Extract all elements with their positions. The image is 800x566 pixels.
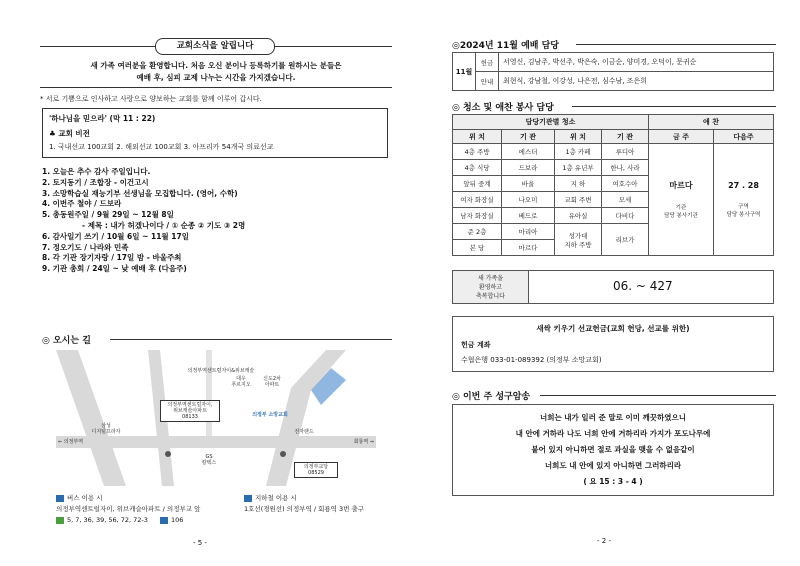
news-subitem: - 제목 : 내가 허겠나이다 / ① 순종 ② 기도 ③ 2명 [82, 220, 246, 230]
memory-verse-title: ◎ 이번 주 성구암송 [452, 392, 531, 402]
bus-line-2: 5, 7, 36, 39, 56, 72, 72-3 [67, 516, 148, 524]
news-item: 7. 정오기도 / 나라와 민족 [42, 242, 129, 252]
merged-cell: 성가대 지하 주방 [555, 224, 602, 256]
verse-line: 내 안에 거하라 나도 너희 안에 거하리라 가지가 포도나무에 [515, 429, 711, 438]
cleaning-group-header: 담당기관별 청소 [453, 115, 649, 130]
table-cell: 지 하 [555, 176, 602, 192]
this-week-meal [649, 144, 714, 256]
table-cell: 남자 화장실 [453, 208, 502, 224]
news-item: 5. 총동원주일 / 9월 29일 ~ 12월 8일 [42, 210, 174, 220]
welcome-line-1: 새 가족 여러분을 환영합니다. 처음 오신 분이나 등록하기를 원하시는 분들은 [90, 61, 342, 70]
map-church: 의정부 소망교회 [252, 412, 288, 418]
this-week-value: 마르다 [669, 181, 693, 190]
vision-items: 1. 국내선교 100교회 2. 해외선교 100교회 3. 아프리카 54개국 의료선교 [49, 143, 274, 151]
table-cell: 1층 유년부 [555, 160, 602, 176]
next-week-value: 27 . 28 [728, 181, 759, 190]
table-cell: 마르다 [502, 240, 555, 256]
col-header: 위 치 [555, 130, 602, 144]
map-post: 의정부교당 08529 [294, 462, 338, 478]
worship-names: 서영신, 김남주, 박선주, 박은숙, 이금순, 양미경, 오덕이, 문귀순 [499, 53, 774, 72]
table-cell: 다비다 [602, 208, 649, 224]
map-cityhall: 회룡역 ⇒ [353, 439, 374, 445]
col-header: 기 관 [602, 130, 649, 144]
cleaning-table [452, 114, 774, 256]
subway-info [244, 493, 394, 515]
map-area-label: 의정부역센트럴자이&위브캐슬 [187, 368, 255, 374]
cleaning-rule [572, 106, 776, 107]
bus-title: 버스 이용 시 [67, 494, 103, 502]
table-cell: 베드로 [502, 208, 555, 224]
worship-month: 11월 [453, 53, 476, 91]
mission-title: 새싹 키우기 선교헌금(교회 헌당, 선교를 위한) [536, 324, 690, 333]
welcome-line-2: 예배 후, 심피 교제 나누는 시간을 가지겠습니다. [136, 73, 296, 82]
table-cell: 유아실 [555, 208, 602, 224]
worship-table [452, 52, 774, 91]
table-cell: 여호수아 [602, 176, 649, 192]
table-cell: 1층 카페 [555, 144, 602, 160]
verse-line: 너희도 내 안에 있지 아니하면 그러하리라 [544, 461, 682, 470]
news-item: 1. 오늘은 추수 감사 주일입니다. [42, 167, 151, 176]
table-cell: 에스더 [502, 144, 555, 160]
table-cell: 모세 [602, 192, 649, 208]
bus-info [56, 493, 236, 526]
merged-cell-2: 리브가 [602, 224, 649, 256]
next-week-meal [714, 144, 774, 256]
directions-rule [110, 339, 392, 340]
new-family-label: 새 가족을 환영하고 축복합니다 [453, 271, 529, 303]
table-cell: 루디아 [602, 144, 649, 160]
greeting-text: * 서로 기쁨으로 인사하고 사랑으로 양보하는 교회를 함께 이루어 갑시다. [40, 95, 262, 103]
subway-line: 1호선(경원선) 의정부역 / 회룡역 3번 출구 [244, 505, 365, 513]
map-junction: 전자랜드 [294, 429, 314, 435]
new-family-box [452, 270, 774, 304]
directions-title: ◎ 오시는 길 [42, 336, 91, 346]
next-week-sub: 구역 담당 봉사구역 [726, 204, 761, 218]
col-header: 다음주 [714, 130, 774, 144]
verse-reference: ( 요 15 : 3 - 4 ) [583, 477, 643, 486]
news-item: 2. 토지동기 / 조합장 - 이건고시 [42, 177, 149, 187]
map [56, 350, 376, 486]
notice-title: 교회소식을 알립니다 [155, 38, 275, 55]
news-item: 3. 소망학습실 재능기부 선생님을 모집합니다. (영어, 수학) [42, 188, 238, 198]
bus-line-1: 의정부역센트럴자이, 위브캐슬아파트 / 의정부교 앞 [56, 505, 201, 513]
table-cell: 교회 주변 [555, 192, 602, 208]
worship-title: ◎2024년 11월 예배 담당 [452, 41, 559, 51]
subway-icon [244, 495, 252, 502]
table-cell: 4층 식당 [453, 160, 502, 176]
subway-title: 지하철 이용 시 [255, 494, 297, 502]
news-item: 9. 기관 총회 / 24일 ~ 낮 예배 후 (다음주) [42, 264, 187, 274]
memory-rule [540, 395, 776, 396]
news-item: 6. 감사일기 쓰기 / 10월 6일 ~ 11월 17일 [42, 231, 189, 241]
map-gs: GS 칼텍스 [201, 454, 217, 466]
news-item: 4. 이번주 철야 / 드보라 [42, 199, 122, 209]
table-cell: 4층 주방 [453, 144, 502, 160]
map-daewoo: 대우 푸르지오 [231, 376, 251, 388]
account-label: 헌금 계좌 [461, 341, 491, 349]
vision-box [42, 108, 388, 158]
map-central-box: 의정부역센트럴자이, 위브캐슬아파트 08133 [160, 400, 220, 422]
table-cell: 드보라 [502, 160, 555, 176]
table-cell: 본 당 [453, 240, 502, 256]
verse-line: 너희는 내가 일러 준 말로 이미 깨끗하였으니 [539, 413, 687, 422]
account-number: 수협은행 033-01-089392 (의정부 소망교회) [461, 356, 602, 364]
map-sindo: 신도2차 아파트 [263, 376, 281, 388]
memory-verse-box [452, 404, 774, 496]
worship-rule [576, 44, 776, 45]
table-cell: 여자 화장실 [453, 192, 502, 208]
worship-role: 안내 [476, 72, 499, 91]
news-list [42, 167, 392, 275]
divider [40, 87, 392, 88]
new-family-value: 06. ~ 427 [613, 279, 673, 293]
mission-box [452, 316, 774, 372]
left-page-number: - 5 - [193, 539, 207, 547]
verse-line: 붙어 있지 아니하면 절로 과실을 맺을 수 없음같이 [531, 445, 695, 454]
bus-line-2b: 106 [170, 516, 184, 524]
table-cell: 앞뒤 중계 [453, 176, 502, 192]
table-cell: 준 2층 [453, 224, 502, 240]
worship-names: 최현식, 강남철, 이강성, 나은전, 심수남, 조은희 [499, 72, 774, 91]
news-item: 8. 각 기관 장기자랑 / 17일 밤 - 바울주최 [42, 253, 182, 263]
col-header: 금 주 [649, 130, 714, 144]
verse-text: '하나님을 믿으라' (막 11 : 22) [49, 114, 156, 123]
bus-icon [56, 495, 64, 502]
col-header: 위 치 [453, 130, 502, 144]
cleaning-title: ◎ 청소 및 애찬 봉사 담당 [452, 103, 554, 113]
bus-blue-icon [160, 517, 168, 524]
map-station-left: ⇐ 의정부역 [58, 439, 84, 445]
vision-title: ♣ 교회 비전 [49, 129, 90, 138]
table-cell: 한나, 사라 [602, 160, 649, 176]
right-page-number: - 2 - [597, 537, 611, 545]
map-samsung: 삼성 디지털프라자 [91, 423, 121, 435]
col-header: 기 관 [502, 130, 555, 144]
table-cell: 마리아 [502, 224, 555, 240]
table-cell: 나오미 [502, 192, 555, 208]
this-week-sub: 기관 담당 봉사기관 [664, 205, 698, 219]
table-cell: 바울 [502, 176, 555, 192]
meal-header: 애 찬 [649, 115, 774, 130]
bus-green-icon [56, 517, 64, 524]
worship-role: 헌금 [476, 53, 499, 72]
